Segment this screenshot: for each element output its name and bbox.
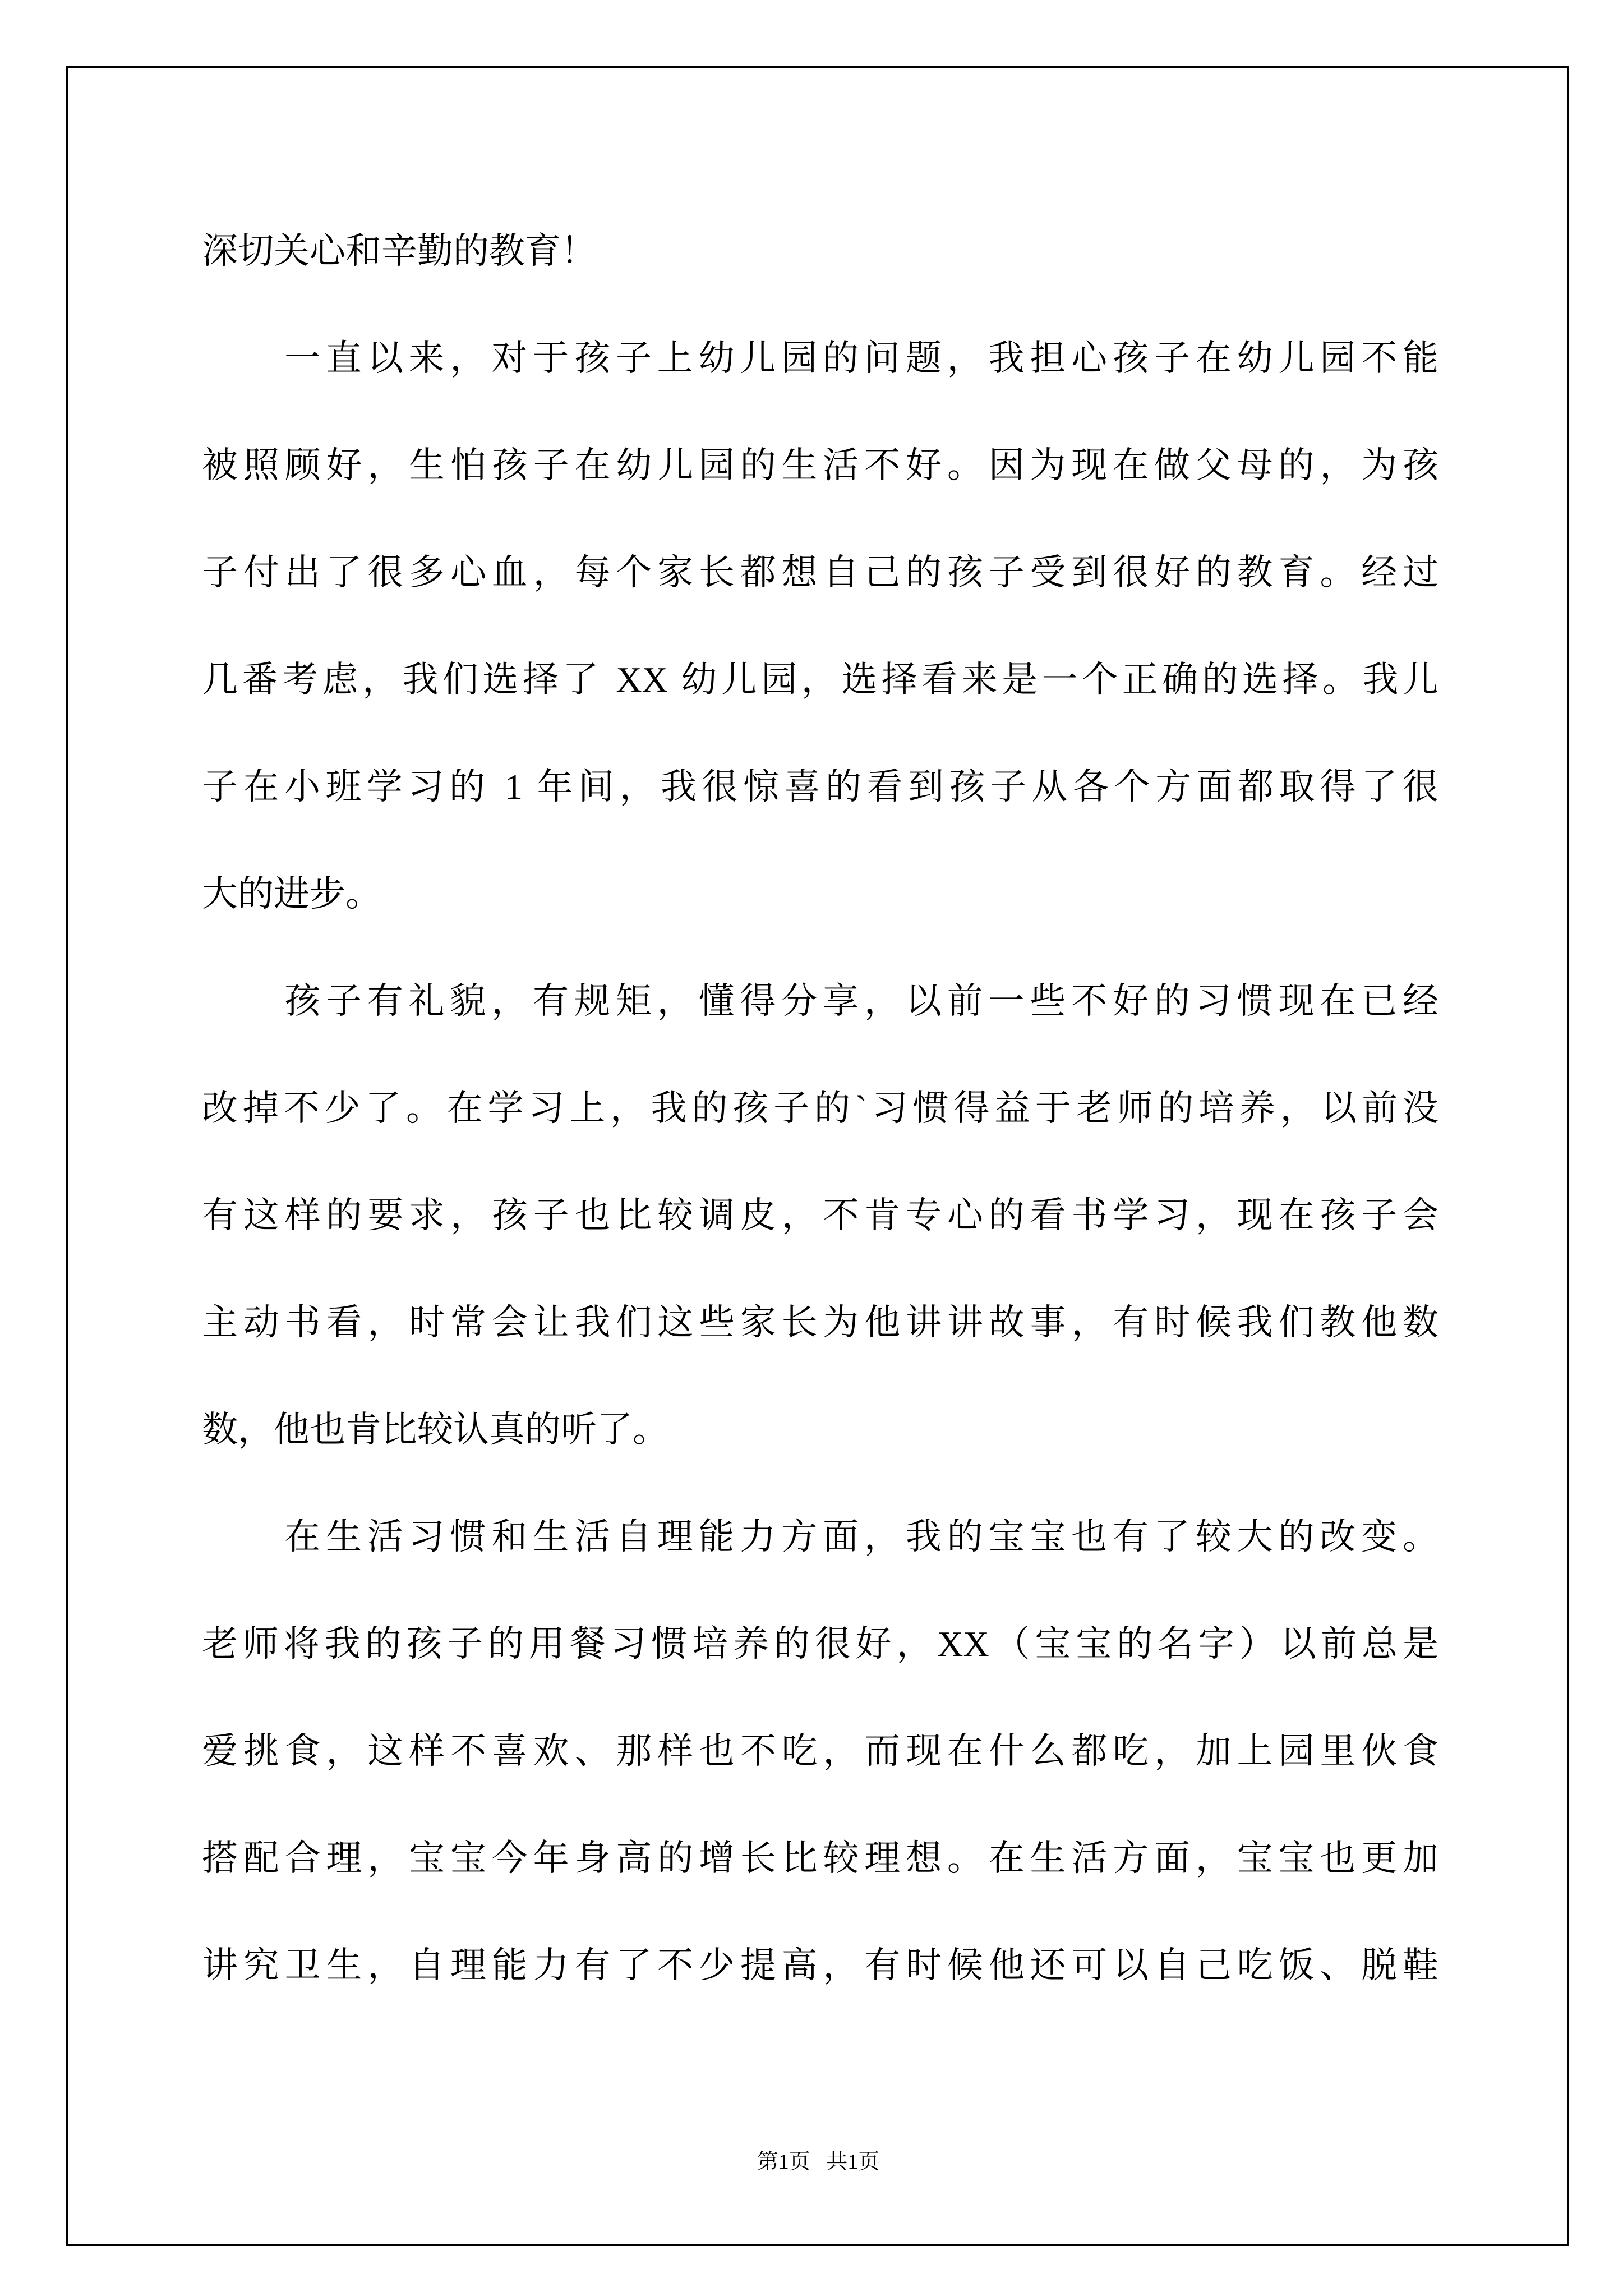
- text-line: 孩子有礼貌，有规矩，懂得分享，以前一些不好的习惯现在已经: [284, 981, 1438, 1021]
- text-line: 老师将我的孩子的用餐习惯培养的很好，XX（宝宝的名字）以前总是: [202, 1624, 1438, 1664]
- text-line: 主动书看，时常会让我们这些家长为他讲讲故事，有时候我们教他数: [202, 1303, 1438, 1342]
- paragraph: [202, 305, 1438, 947]
- text-line: 搭配合理，宝宝今年身高的增长比较理想。在生活方面，宝宝也更加: [202, 1838, 1438, 1878]
- paragraph: [202, 947, 1438, 1483]
- text-line: 数，他也肯比较认真的听了。: [202, 1410, 668, 1450]
- text-line: 深切关心和辛勤的教育！: [202, 231, 597, 271]
- text-line: 一直以来，对于孩子上幼儿园的问题，我担心孩子在幼儿园不能: [284, 338, 1438, 378]
- text-line: 子付出了很多心血，每个家长都想自己的孩子受到很好的教育。经过: [202, 553, 1438, 592]
- text-line: 爱挑食，这样不喜欢、那样也不吃，而现在什么都吃，加上园里伙食: [202, 1731, 1438, 1771]
- text-line: 有这样的要求，孩子也比较调皮，不肯专心的看书学习，现在孩子会: [202, 1195, 1438, 1235]
- text-line: 大的进步。: [202, 874, 381, 914]
- text-line: 在生活习惯和生活自理能力方面，我的宝宝也有了较大的改变。: [284, 1517, 1438, 1557]
- paragraph: [202, 197, 1438, 305]
- document-body: [202, 197, 1438, 2019]
- paragraph: [202, 1483, 1438, 2019]
- text-line: 几番考虑，我们选择了 XX 幼儿园，选择看来是一个正确的选择。我儿: [202, 660, 1438, 700]
- page-number-footer: 第1页 共1页: [757, 2150, 880, 2174]
- text-line: 改掉不少了。在学习上，我的孩子的`习惯得益于老师的培养，以前没: [202, 1088, 1438, 1128]
- text-line: 被照顾好，生怕孩子在幼儿园的生活不好。因为现在做父母的，为孩: [202, 445, 1438, 485]
- text-line: 子在小班学习的 1 年间，我很惊喜的看到孩子从各个方面都取得了很: [202, 767, 1438, 807]
- text-line: 讲究卫生，自理能力有了不少提高，有时候他还可以自己吃饭、脱鞋: [202, 1945, 1438, 1985]
